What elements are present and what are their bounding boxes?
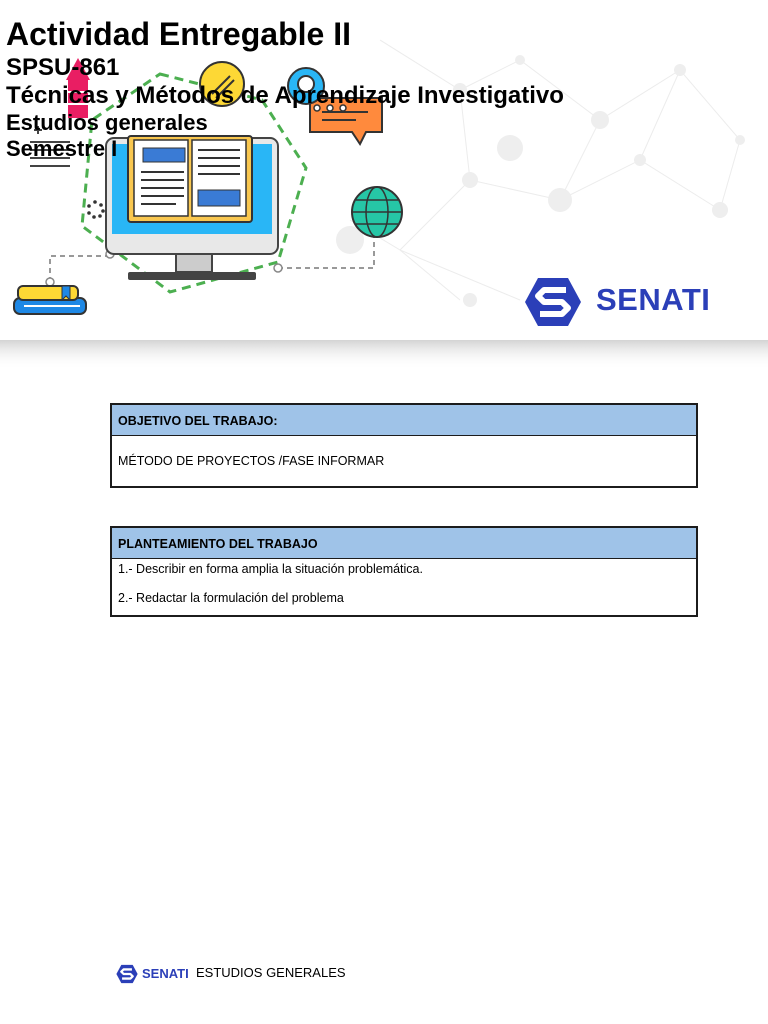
course-name: Técnicas y Métodos de Aprendizaje Investigativo bbox=[6, 82, 564, 109]
footer-label: ESTUDIOS GENERALES bbox=[196, 965, 346, 980]
senati-logo-text: SENATI bbox=[596, 282, 711, 317]
footer-brand: SENATI bbox=[142, 966, 189, 981]
planning-heading: PLANTEAMIENTO DEL TRABAJO bbox=[112, 528, 696, 559]
course-code: SPSU-861 bbox=[6, 54, 120, 81]
planning-item: 1.- Describir en forma amplia la situación problemática. bbox=[118, 562, 423, 576]
term-name: Semestre I bbox=[6, 136, 118, 161]
globe-icon bbox=[352, 187, 402, 237]
planning-item: 2.- Redactar la formulación del problema bbox=[118, 591, 344, 605]
title-block bbox=[6, 14, 564, 162]
objective-text: MÉTODO DE PROYECTOS /FASE INFORMAR bbox=[118, 454, 385, 468]
senati-logo bbox=[524, 276, 724, 328]
planning-table bbox=[110, 526, 698, 617]
document-title: Actividad Entregable II bbox=[6, 16, 351, 52]
objective-heading: OBJETIVO DEL TRABAJO: bbox=[112, 405, 696, 436]
area-name: Estudios generales bbox=[6, 110, 208, 135]
senati-emblem-icon bbox=[116, 964, 138, 984]
objective-table bbox=[110, 403, 698, 488]
books-icon bbox=[14, 286, 86, 314]
loading-dots-icon bbox=[87, 200, 105, 219]
senati-emblem-icon bbox=[524, 276, 582, 328]
